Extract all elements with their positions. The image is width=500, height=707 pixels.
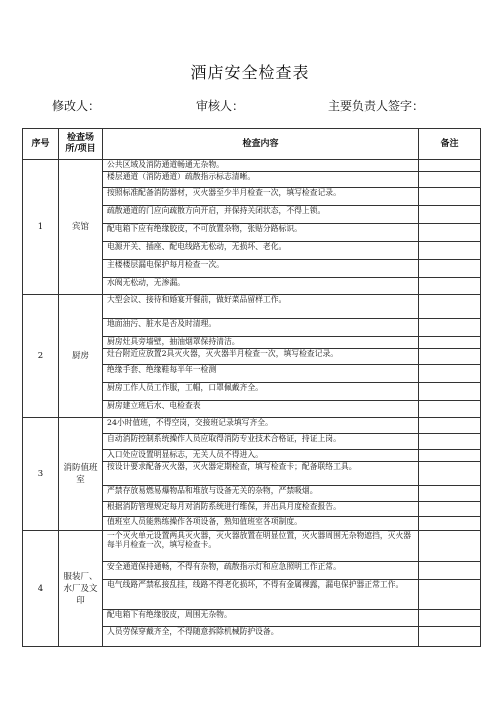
note-cell[interactable] <box>419 337 481 349</box>
note-cell[interactable] <box>419 206 481 224</box>
check-item: 水阀无松动，无渗漏。 <box>103 278 419 295</box>
note-cell[interactable] <box>419 562 481 580</box>
note-cell[interactable] <box>419 627 481 647</box>
check-item: 配电箱下应有绝缘胶皮，不可放置杂物，张贴分路标识。 <box>103 224 419 242</box>
check-item: 人员劳保穿戴齐全，不得随意拆除机械防护设备。 <box>103 627 419 647</box>
check-item: 灶台附近应放置2具灭火器，灭火器半月检查一次，填写检查记录。 <box>103 349 419 365</box>
note-cell[interactable] <box>419 383 481 401</box>
check-item: 入口处应设置明显标志，无关人员不得进入。 <box>103 450 419 462</box>
section-place: 宾馆 <box>59 160 103 295</box>
note-cell[interactable] <box>419 462 481 486</box>
check-item: 严禁存放易燃易爆物品和堆放与设备无关的杂物，严禁吸烟。 <box>103 486 419 502</box>
header-content: 检查内容 <box>103 129 419 160</box>
note-cell[interactable] <box>419 401 481 418</box>
note-cell[interactable] <box>419 160 481 172</box>
check-item: 地面油污、脏水是否及时清理。 <box>103 319 419 337</box>
note-cell[interactable] <box>419 486 481 502</box>
note-cell[interactable] <box>419 502 481 517</box>
table-row <box>23 295 481 319</box>
check-item: 厨房工作人员工作服，工帽，口罩佩戴齐全。 <box>103 383 419 401</box>
check-item: 一个灭火单元设置两具灭火器，灭火器放置在明显位置，灭火器周围无杂物遮挡，灭火器每半月检查一次，填写检查卡。 <box>103 531 419 562</box>
check-item: 24小时值班，不得空岗，交接班记录填写齐全。 <box>103 418 419 434</box>
note-cell[interactable] <box>419 260 481 278</box>
check-item: 电气线路严禁私接乱挂，线路不得老化损坏，不得有金属裸露，漏电保护器正常工作。 <box>103 580 419 610</box>
note-cell[interactable] <box>419 278 481 295</box>
table-header-row <box>23 129 481 160</box>
check-item: 安全通道保持通畅，不得有杂物，疏散指示灯和应急照明工作正常。 <box>103 562 419 580</box>
section-number: 2 <box>23 295 59 418</box>
note-cell[interactable] <box>419 172 481 188</box>
check-item: 根据消防管理规定每月对消防系统进行维保，并出具月度检查报告。 <box>103 502 419 517</box>
check-item: 厨房建立班后水、电检查表 <box>103 401 419 418</box>
note-cell[interactable] <box>419 319 481 337</box>
note-cell[interactable] <box>419 224 481 242</box>
check-item: 疏散通道的门应向疏散方向开启，并保持关闭状态，不得上锁。 <box>103 206 419 224</box>
check-item: 电源开关、插座、配电线路无松动，无损坏、老化。 <box>103 242 419 260</box>
note-cell[interactable] <box>419 242 481 260</box>
check-item: 厨房灶具旁墙壁，抽油烟罩保持清洁。 <box>103 337 419 349</box>
check-item: 主楼楼层漏电保护每月检查一次。 <box>103 260 419 278</box>
header-note: 备注 <box>419 129 481 160</box>
check-item: 自动消防控制系统操作人员应取得消防专业技术合格证，持证上岗。 <box>103 434 419 450</box>
table-row <box>23 160 481 172</box>
header-place: 检查场所/项目 <box>59 129 103 160</box>
note-cell[interactable] <box>419 450 481 462</box>
check-item: 公共区域及消防通道畅通无杂物。 <box>103 160 419 172</box>
safety-check-table <box>22 128 481 647</box>
note-cell[interactable] <box>419 531 481 562</box>
check-item: 绝缘手套、绝缘鞋每半年一检测 <box>103 365 419 383</box>
check-item: 大型会议、接待和婚宴开餐前，做好菜品留样工作。 <box>103 295 419 319</box>
check-item: 配电箱下有绝缘胶皮，周围无杂物。 <box>103 610 419 627</box>
section-place: 消防值班室 <box>59 418 103 531</box>
section-number: 3 <box>23 418 59 531</box>
section-number: 4 <box>23 531 59 647</box>
table-row <box>23 418 481 434</box>
section-place: 服装厂、水厂及文印 <box>59 531 103 647</box>
note-cell[interactable] <box>419 434 481 450</box>
check-item: 按设计要求配备灭火器，灭火器定期检查，填写检查卡；配备联络工具。 <box>103 462 419 486</box>
check-item: 按照标准配备消防器材，灭火器至少半月检查一次，填写检查记录。 <box>103 188 419 206</box>
leader-signature-label: 主要负责人签字： <box>328 99 425 113</box>
note-cell[interactable] <box>419 365 481 383</box>
section-place: 厨房 <box>59 295 103 418</box>
page-title: 酒店安全检查表 <box>190 63 310 82</box>
note-cell[interactable] <box>419 349 481 365</box>
header-num: 序号 <box>23 129 59 160</box>
check-item: 楼层通道（消防通道）疏散指示标志清晰。 <box>103 172 419 188</box>
note-cell[interactable] <box>419 295 481 319</box>
note-cell[interactable] <box>419 188 481 206</box>
table-row <box>23 531 481 562</box>
section-number: 1 <box>23 160 59 295</box>
note-cell[interactable] <box>419 610 481 627</box>
note-cell[interactable] <box>419 418 481 434</box>
reviser-label: 修改人： <box>52 99 101 113</box>
reviewer-label: 审核人： <box>196 99 245 113</box>
note-cell[interactable] <box>419 517 481 531</box>
check-item: 值班室人员能熟练操作各项设备，熟知值班室各项制度。 <box>103 517 419 531</box>
note-cell[interactable] <box>419 580 481 610</box>
